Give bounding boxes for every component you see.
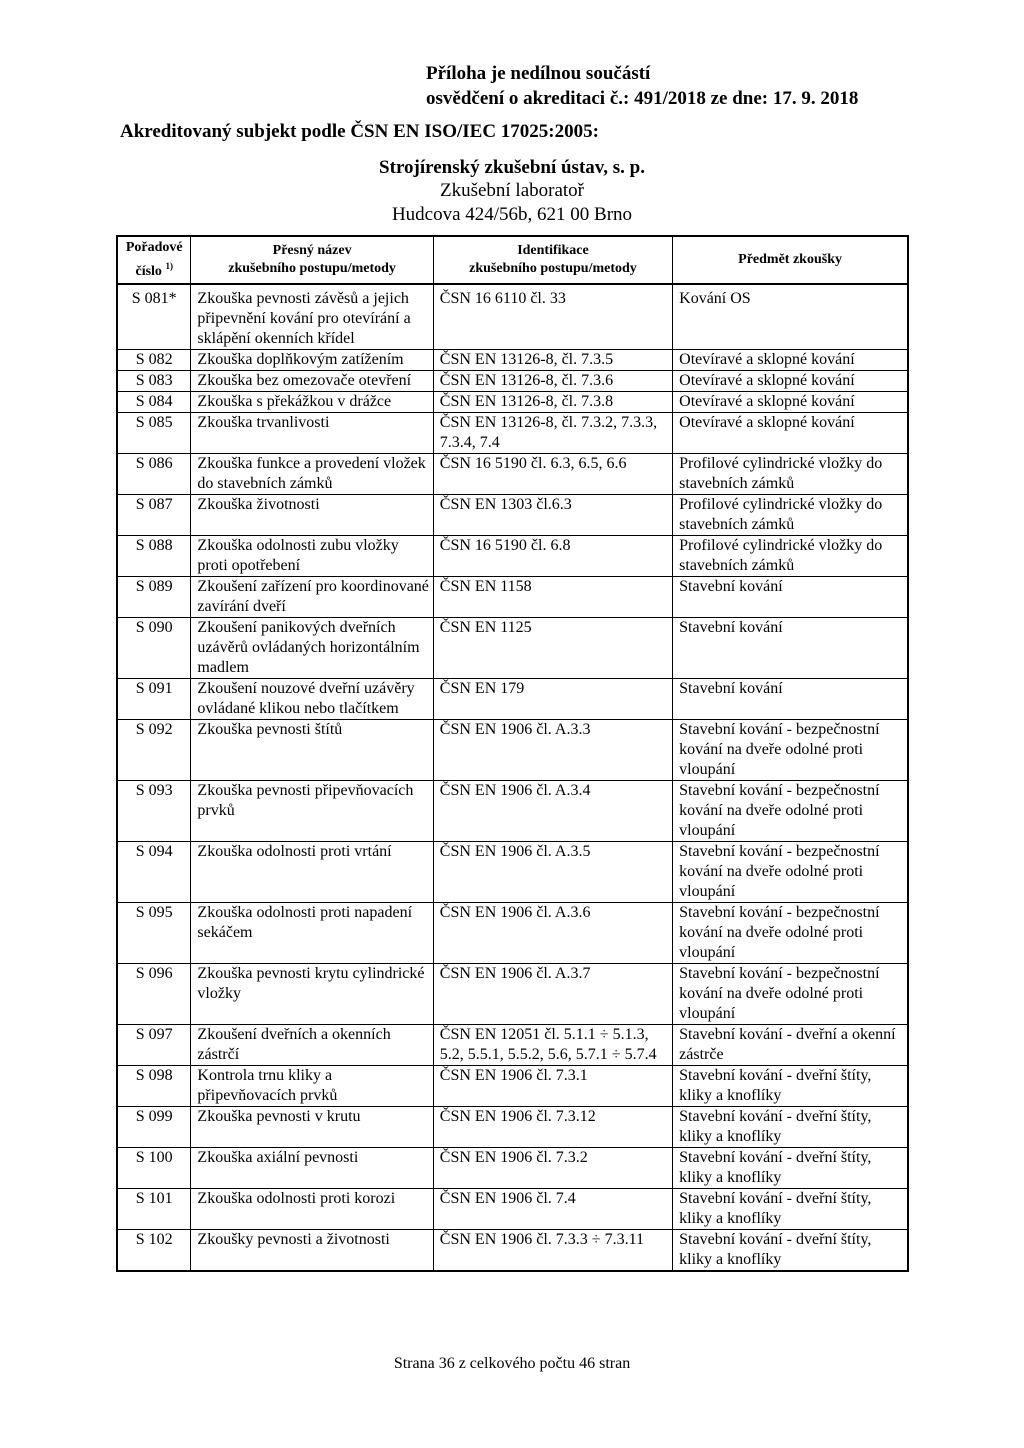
table-row — [117, 964, 908, 1025]
column-header-test-subject: Předmět zkoušky — [673, 236, 908, 284]
cell-test-subject: Profilové cylindrické vložky do stavebních zámků — [673, 454, 908, 495]
cell-test-subject: Stavební kování - dveřní štíty, kliky a knoflíky — [673, 1148, 908, 1189]
cell-test-subject: Stavební kování - bezpečnostní kování na dveře odolné proti vloupání — [673, 842, 908, 903]
table-row — [117, 371, 908, 392]
organization-name: Strojírenský zkušební ústav, s. p. — [379, 157, 645, 178]
table-row — [117, 1107, 908, 1148]
cell-order-number: S 101 — [117, 1189, 191, 1230]
cell-method-name: Zkouška s překážkou v drážce — [191, 392, 433, 413]
cell-test-subject: Otevíravé a sklopné kování — [673, 350, 908, 371]
cell-method-identification: ČSN EN 13126-8, čl. 7.3.8 — [433, 392, 672, 413]
cell-test-subject: Stavební kování - bezpečnostní kování na dveře odolné proti vloupání — [673, 720, 908, 781]
cell-order-number: S 083 — [117, 371, 191, 392]
table-row — [117, 903, 908, 964]
cell-order-number: S 090 — [117, 618, 191, 679]
cell-method-identification: ČSN EN 1906 čl. 7.3.1 — [433, 1066, 672, 1107]
table-row — [117, 1148, 908, 1189]
cell-method-name: Zkouška pevnosti připevňovacích prvků — [191, 781, 433, 842]
cell-method-name: Zkoušení zařízení pro koordinované zavírání dveří — [191, 577, 433, 618]
cell-method-identification: ČSN EN 12051 čl. 5.1.1 ÷ 5.1.3, 5.2, 5.5.1, 5.5.2, 5.6, 5.7.1 ÷ 5.7.4 — [433, 1025, 672, 1066]
laboratory-address: Hudcova 424/56b, 621 00 Brno — [391, 204, 633, 225]
table-row — [117, 577, 908, 618]
cell-method-identification: ČSN EN 179 — [433, 679, 672, 720]
table-row — [117, 495, 908, 536]
cell-method-identification: ČSN EN 1906 čl. A.3.6 — [433, 903, 672, 964]
cell-method-name: Zkouška odolnosti proti korozi — [191, 1189, 433, 1230]
cell-order-number: S 081* — [117, 284, 191, 350]
column-header-order-number: Pořadové číslo $^{1)}$ — [117, 236, 191, 284]
cell-method-identification: ČSN EN 13126-8, čl. 7.3.2, 7.3.3, 7.3.4, 7.4 — [433, 413, 672, 454]
cell-test-subject: Stavební kování — [673, 618, 908, 679]
cell-method-identification: ČSN 16 5190 čl. 6.3, 6.5, 6.6 — [433, 454, 672, 495]
table-row — [117, 454, 908, 495]
cell-test-subject: Kování OS — [673, 284, 908, 350]
cell-order-number: S 094 — [117, 842, 191, 903]
table-row — [117, 1230, 908, 1272]
cell-order-number: S 093 — [117, 781, 191, 842]
annex-title-line: Příloha je nedílnou součástí — [426, 63, 651, 84]
cell-method-name: Zkouška odolnosti zubu vložky proti opotřebení — [191, 536, 433, 577]
accreditation-certificate-line: osvědčení o akreditaci č.: 491/2018 ze dne: 17. 9. 2018 — [426, 88, 859, 109]
table-row — [117, 284, 908, 350]
cell-method-identification: ČSN EN 1303 čl.6.3 — [433, 495, 672, 536]
laboratory-name: Zkušební laboratoř — [439, 180, 585, 201]
cell-order-number: S 099 — [117, 1107, 191, 1148]
table-row — [117, 392, 908, 413]
cell-test-subject: Stavební kování - dveřní štíty, kliky a knoflíky — [673, 1107, 908, 1148]
cell-method-identification: ČSN EN 1906 čl. A.3.5 — [433, 842, 672, 903]
cell-method-name: Zkouška pevnosti závěsů a jejich připevnění kování pro otevírání a sklápění okenních křídel — [191, 284, 433, 350]
cell-method-name: Zkouška funkce a provedení vložek do stavebních zámků — [191, 454, 433, 495]
cell-method-name: Zkouška životnosti — [191, 495, 433, 536]
cell-method-identification: ČSN EN 1906 čl. 7.3.3 ÷ 7.3.11 — [433, 1230, 672, 1272]
column-header-method-name: Přesný název zkušebního postupu/metody — [191, 236, 433, 284]
cell-test-subject: Otevíravé a sklopné kování — [673, 371, 908, 392]
cell-order-number: S 091 — [117, 679, 191, 720]
test-methods-table — [116, 235, 909, 1272]
cell-method-identification: ČSN EN 13126-8, čl. 7.3.5 — [433, 350, 672, 371]
table-row — [117, 720, 908, 781]
cell-test-subject: Otevíravé a sklopné kování — [673, 392, 908, 413]
cell-order-number: S 088 — [117, 536, 191, 577]
table-row — [117, 1025, 908, 1066]
table-row — [117, 679, 908, 720]
table-row — [117, 350, 908, 371]
cell-method-name: Zkouška pevnosti krytu cylindrické vložky — [191, 964, 433, 1025]
cell-method-name: Zkouška odolnosti proti napadení sekáčem — [191, 903, 433, 964]
cell-order-number: S 095 — [117, 903, 191, 964]
cell-method-identification: ČSN EN 1125 — [433, 618, 672, 679]
cell-method-identification: ČSN EN 13126-8, čl. 7.3.6 — [433, 371, 672, 392]
table-header-row — [117, 236, 908, 284]
cell-order-number: S 087 — [117, 495, 191, 536]
table-row — [117, 1066, 908, 1107]
cell-method-identification: ČSN 16 5190 čl. 6.8 — [433, 536, 672, 577]
cell-order-number: S 092 — [117, 720, 191, 781]
cell-method-name: Zkouška doplňkovým zatížením — [191, 350, 433, 371]
cell-test-subject: Stavební kování - dveřní a okenní zástrče — [673, 1025, 908, 1066]
accredited-subject-line: Akreditovaný subjekt podle ČSN EN ISO/IEC 17025:2005: — [120, 121, 599, 142]
cell-test-subject: Stavební kování - dveřní štíty, kliky a knoflíky — [673, 1230, 908, 1272]
cell-order-number: S 100 — [117, 1148, 191, 1189]
cell-method-name: Zkoušení nouzové dveřní uzávěry ovládané klikou nebo tlačítkem — [191, 679, 433, 720]
cell-method-identification: ČSN EN 1158 — [433, 577, 672, 618]
cell-method-identification: ČSN 16 6110 čl. 33 — [433, 284, 672, 350]
cell-method-name: Zkouška pevnosti štítů — [191, 720, 433, 781]
cell-test-subject: Stavební kování - bezpečnostní kování na dveře odolné proti vloupání — [673, 781, 908, 842]
cell-method-identification: ČSN EN 1906 čl. A.3.4 — [433, 781, 672, 842]
cell-order-number: S 096 — [117, 964, 191, 1025]
cell-method-name: Zkouška axiální pevnosti — [191, 1148, 433, 1189]
cell-order-number: S 089 — [117, 577, 191, 618]
cell-test-subject: Stavební kování - bezpečnostní kování na dveře odolné proti vloupání — [673, 964, 908, 1025]
table-row — [117, 413, 908, 454]
cell-order-number: S 084 — [117, 392, 191, 413]
cell-order-number: S 082 — [117, 350, 191, 371]
cell-method-name: Zkouška pevnosti v krutu — [191, 1107, 433, 1148]
page-number-footer: Strana 36 z celkového počtu 46 stran — [393, 1355, 631, 1372]
cell-test-subject: Stavební kování — [673, 679, 908, 720]
table-row — [117, 536, 908, 577]
cell-method-name: Zkoušení panikových dveřních uzávěrů ovládaných horizontálním madlem — [191, 618, 433, 679]
cell-order-number: S 098 — [117, 1066, 191, 1107]
cell-method-identification: ČSN EN 1906 čl. 7.4 — [433, 1189, 672, 1230]
table-row — [117, 781, 908, 842]
cell-test-subject: Profilové cylindrické vložky do stavebních zámků — [673, 536, 908, 577]
cell-method-name: Zkouška odolnosti proti vrtání — [191, 842, 433, 903]
column-header-method-identification: Identifikace zkušebního postupu/metody — [433, 236, 672, 284]
cell-method-name: Zkouška bez omezovače otevření — [191, 371, 433, 392]
cell-test-subject: Stavební kování - dveřní štíty, kliky a knoflíky — [673, 1066, 908, 1107]
cell-test-subject: Stavební kování — [673, 577, 908, 618]
cell-order-number: S 102 — [117, 1230, 191, 1272]
cell-method-identification: ČSN EN 1906 čl. 7.3.2 — [433, 1148, 672, 1189]
table-row — [117, 618, 908, 679]
cell-method-name: Zkoušení dveřních a okenních zástrčí — [191, 1025, 433, 1066]
cell-method-name: Zkoušky pevnosti a životnosti — [191, 1230, 433, 1272]
cell-order-number: S 085 — [117, 413, 191, 454]
cell-method-identification: ČSN EN 1906 čl. A.3.7 — [433, 964, 672, 1025]
cell-order-number: S 097 — [117, 1025, 191, 1066]
table-row — [117, 842, 908, 903]
cell-test-subject: Stavební kování - bezpečnostní kování na dveře odolné proti vloupání — [673, 903, 908, 964]
cell-method-identification: ČSN EN 1906 čl. 7.3.12 — [433, 1107, 672, 1148]
cell-test-subject: Stavební kování - dveřní štíty, kliky a knoflíky — [673, 1189, 908, 1230]
table-row — [117, 1189, 908, 1230]
cell-method-name: Kontrola trnu kliky a připevňovacích prvků — [191, 1066, 433, 1107]
cell-test-subject: Otevíravé a sklopné kování — [673, 413, 908, 454]
cell-method-identification: ČSN EN 1906 čl. A.3.3 — [433, 720, 672, 781]
cell-method-name: Zkouška trvanlivosti — [191, 413, 433, 454]
cell-test-subject: Profilové cylindrické vložky do stavebních zámků — [673, 495, 908, 536]
cell-order-number: S 086 — [117, 454, 191, 495]
